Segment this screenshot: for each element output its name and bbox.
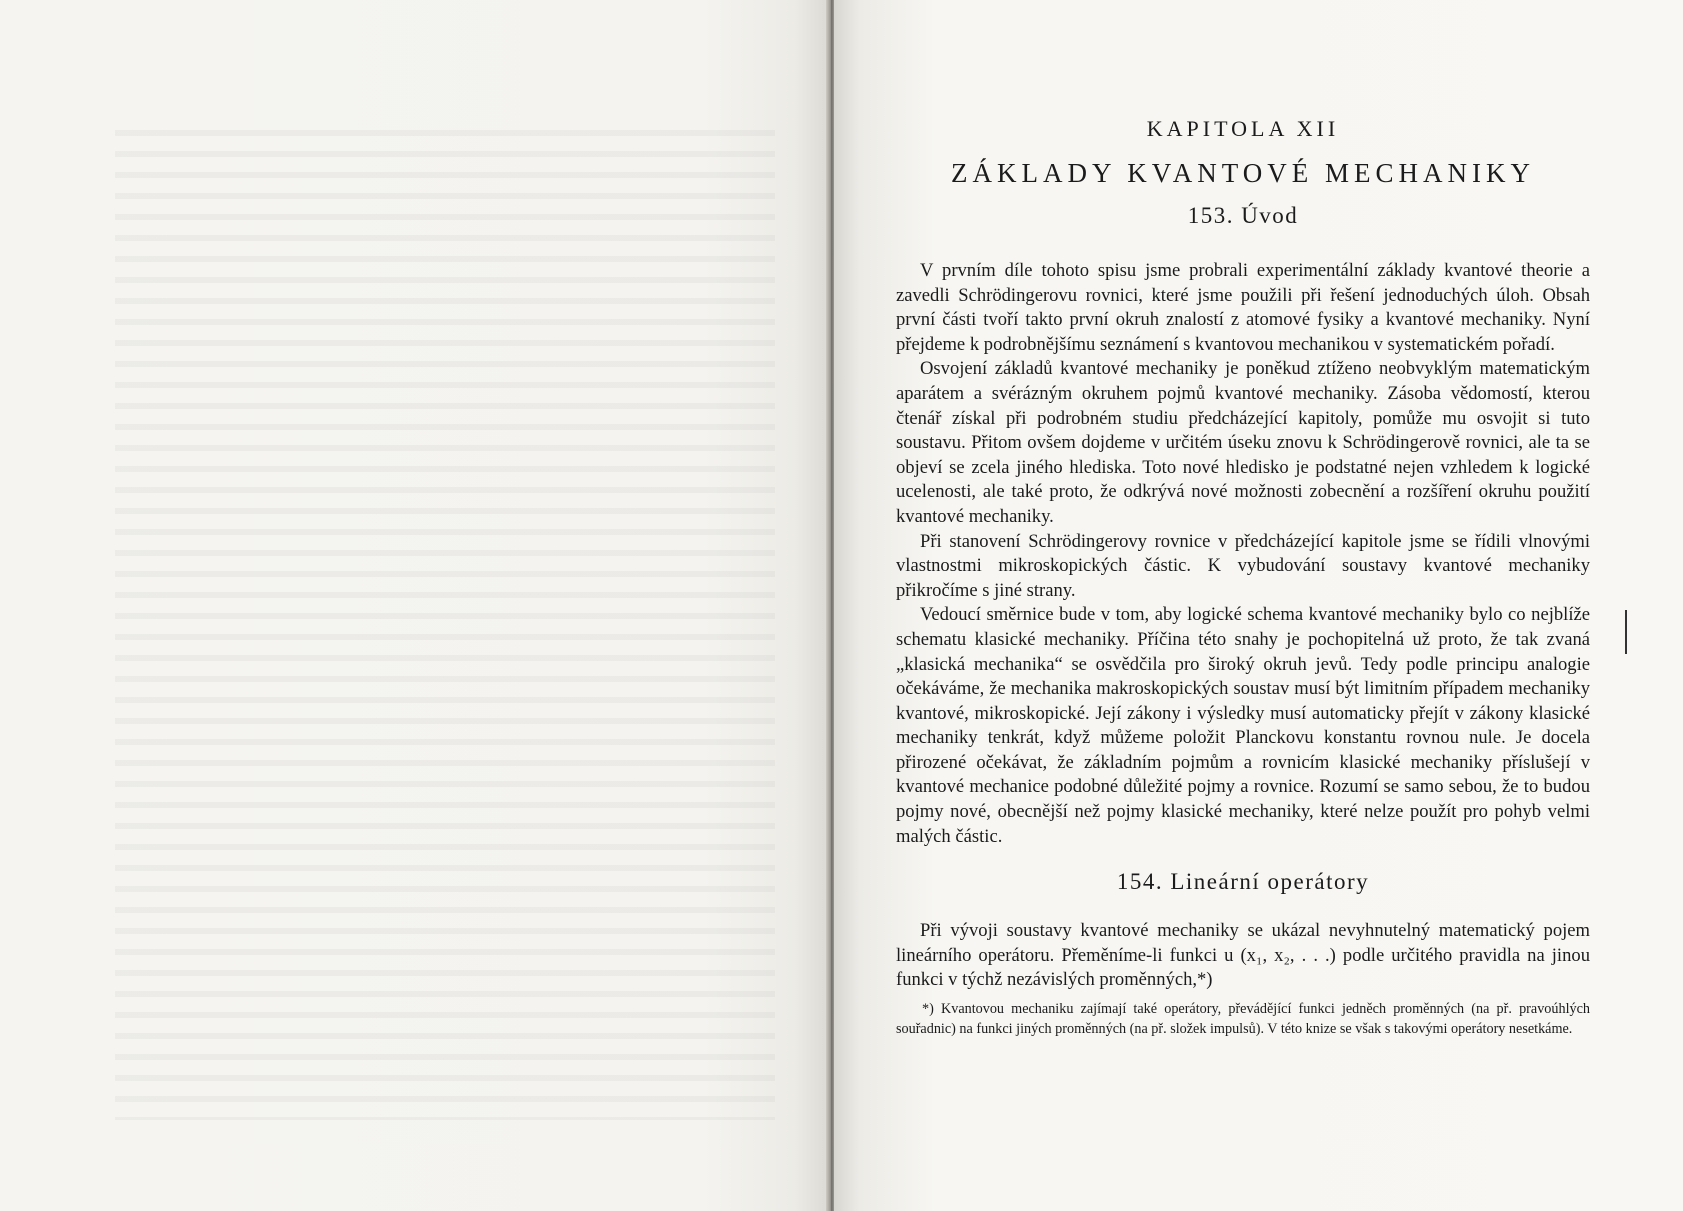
paragraph: Při vývoji soustavy kvantové mechaniky se ukázal nevyhnutelný matematický pojem lineárního operátoru. Přeměníme-li funkci u (x₁, x₂, . . .) podle určitého pravidla na jinou funkci v týchž nezávislých proměnných,*) bbox=[896, 920, 1590, 991]
paragraph: Při stanovení Schrödingerovy rovnice v předcházející kapitole jsme se řídili vlnovými vlastnostmi mikroskopických částic. K vybudování soustavy kvantové mechaniky přikročíme s jiné strany. bbox=[896, 530, 1590, 601]
bleedthrough-text-shadow bbox=[115, 120, 775, 1120]
section-heading-operators: 154. Lineární operátory bbox=[1116, 869, 1370, 895]
margin-mark bbox=[1625, 610, 1627, 654]
chapter-title: ZÁKLADY KVANTOVÉ MECHANIKY bbox=[951, 158, 1535, 188]
chapter-label: KAPITOLA XII bbox=[1146, 116, 1340, 141]
section-heading-intro: 153. Úvod bbox=[1187, 203, 1299, 228]
paragraph: V prvním díle tohoto spisu jsme probrali experimentální základy kvantové theorie a zavedli Schrödingerovu rovnici, které jsme použili při řešení jednoduchých úloh. Obsah první části tvoří takto první okruh znalostí z atomové fysiky a kvantové mechaniky. Nyní přejdeme k podrobnějšímu seznámení s kvantovou mechanikou v systematickém pořadí. bbox=[896, 260, 1590, 355]
page-content bbox=[896, 90, 1590, 1053]
left-page-bleedthrough bbox=[0, 0, 828, 1211]
footnote: *) Kvantovou mechaniku zajímají také operátory, převádějící funkci jedněch proměnných (na př. pravoúhlých souřadnic) na funkci jiných proměnných (na př. složek impulsů). V této knize se však s takovými operátory nesetkáme. bbox=[896, 1001, 1590, 1038]
paragraph: Osvojení základů kvantové mechaniky je poněkud ztíženo neobvyklým matematickým aparátem a svérázným okruhem pojmů kvantové mechaniky. Zásoba vědomostí, kterou čtenář získal při podrobném studiu předcházející kapitoly, pomůže mu osvojit si tuto soustavu. Přitom ovšem dojdeme v určitém úseku znovu k Schrödingerově rovnici, ale ta se objeví se zcela jiného hlediska. Toto nové hledisko je podstatné nejen vzhledem k logické ucelenosti, ale také proto, že odkrývá nové možnosti zobecnění a rozšíření okruhu použití kvantové mechaniky. bbox=[896, 358, 1590, 527]
paragraph: Vedoucí směrnice bude v tom, aby logické schema kvantové mechaniky bylo co nejblíže schematu klasické mechaniky. Příčina této snahy je pochopitelná už proto, že tak zvaná „klasická mechanika“ se osvědčila pro široký okruh jevů. Tedy podle principu analogie očekáváme, že mechanika makroskopických soustav musí být limitním případem mechaniky kvantové, mikroskopické. Její zákony i výsledky musí automaticky přejít v zákony klasické mechaniky tenkrát, když můžeme položit Planckovu konstantu rovnou nule. Je docela přirozené očekávat, že základním pojmům a rovnicím klasické mechaniky příslušejí v kvantové mechanice podobné důležité pojmy a rovnice. Rozumí se samo sebou, že to budou pojmy nové, obecnější než pojmy klasické mechaniky, které nelze použít pro pohyb velmi malých částic. bbox=[896, 604, 1590, 847]
